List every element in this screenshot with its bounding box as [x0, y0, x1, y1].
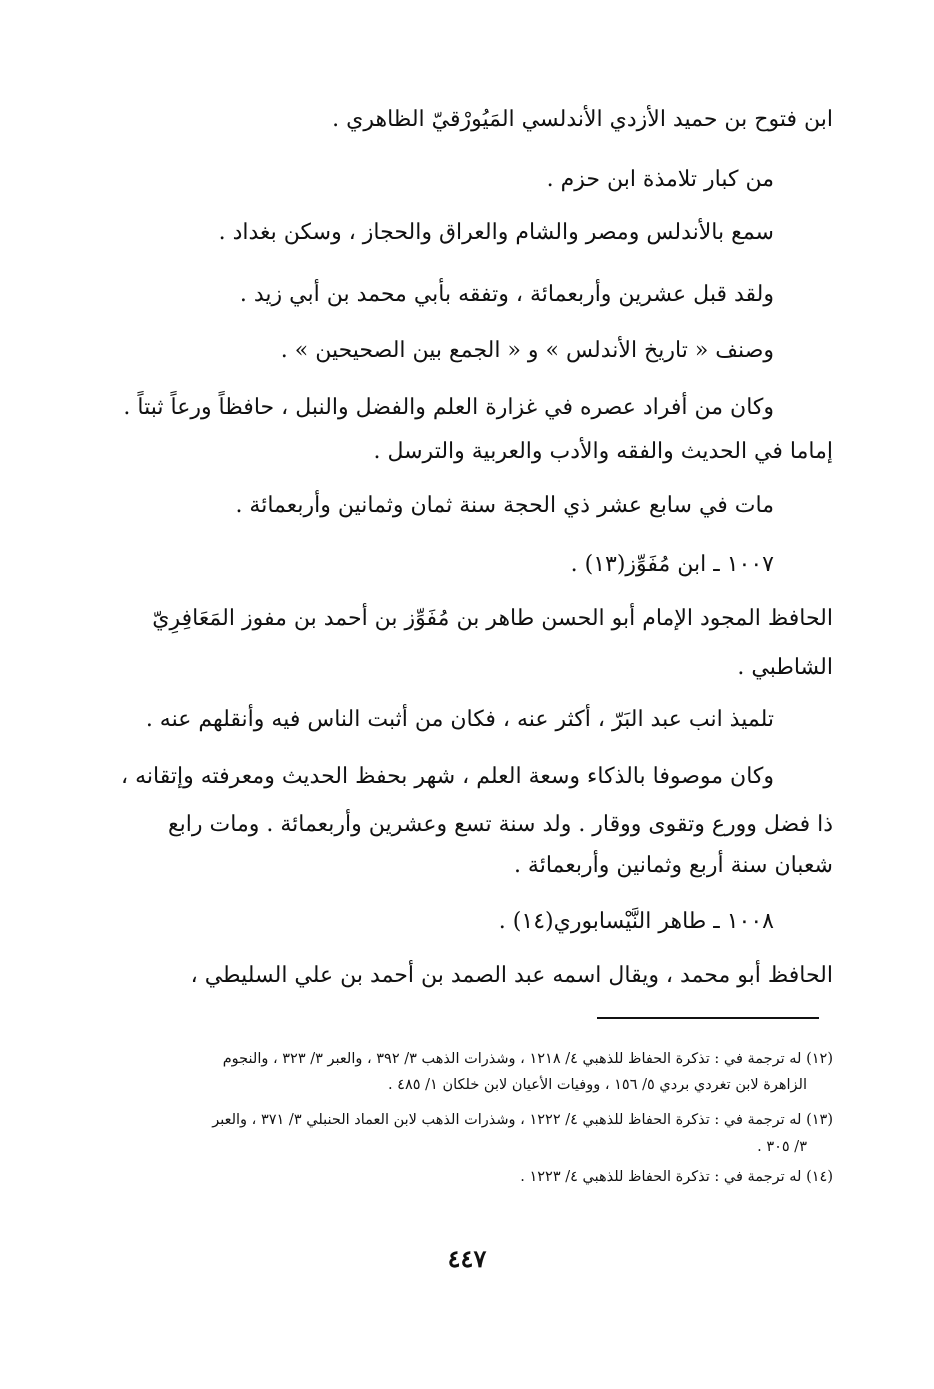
body-line-5: وصنف « تاريخ الأندلس » و « الجمع بين الصحيحين » . [280, 338, 774, 363]
body-line-11: الشاطبي . [737, 655, 833, 680]
body-line-13: وكان موصوفا بالذكاء وسعة العلم ، شهر بحفظ الحديث ومعرفته وإتقانه ، [121, 764, 774, 789]
body-line-12: تلميذ انب عبد البَرّ ، أكثر عنه ، فكان من أثبت الناس فيه وأنقلهم عنه . [145, 707, 774, 732]
body-line-2: من كبار تلامذة ابن حزم . [546, 167, 774, 192]
footnote-12-line-1: (١٢) له ترجمة في : تذكرة الحفاظ للذهبي ٤/ ١٢١٨ ، وشذرات الذهب ٣/ ٣٩٢ ، والعبر ٣/ ٣٢٣ ، والنجوم [222, 1051, 833, 1067]
body-line-14: ذا فضل وورع وتقوى ووقار . ولد سنة تسع وعشرين وأربعمائة . ومات رابع [167, 812, 833, 837]
body-line-8: مات في سابع عشر ذي الحجة سنة ثمان وثمانين وأربعمائة . [235, 493, 774, 518]
footnote-12-line-2: الزاهرة لابن تغردي بردي ٥/ ١٥٦ ، ووفيات الأعيان لابن خلكان ١/ ٤٨٥ . [387, 1077, 807, 1093]
footnote-13-line-2: ٣/ ٣٠٥ . [757, 1139, 807, 1155]
body-line-3: سمع بالأندلس ومصر والشام والعراق والحجاز ، وسكن بغداد . [218, 220, 774, 245]
body-line-15: شعبان سنة أربع وثمانين وأربعمائة . [513, 853, 833, 878]
body-line-17: الحافظ أبو محمد ، ويقال اسمه عبد الصمد بن أحمد بن علي السليطي ، [190, 963, 833, 988]
body-line-1: ابن فتوح بن حميد الأزدي الأندلسي المَيُورْقيّ الظاهري . [332, 107, 833, 132]
footnote-separator [597, 1017, 819, 1019]
body-line-10: الحافظ المجود الإمام أبو الحسن طاهر بن مُفَوِّز بن أحمد بن مفوز المَعَافِرِيّ [152, 606, 833, 631]
entry-heading-1008: ١٠٠٨ ـ طاهر النَّيْسابوري(١٤) . [498, 909, 774, 934]
page-number: ٤٤٧ [447, 1244, 487, 1273]
body-line-6: وكان من أفراد عصره في غزارة العلم والفضل والنبل ، حافظاً ورعاً ثبتاً . [123, 395, 774, 420]
entry-heading-1007: ١٠٠٧ ـ ابن مُفَوِّز(١٣) . [570, 552, 774, 577]
body-line-4: ولقد قبل عشرين وأربعمائة ، وتفقه بأبي محمد بن أبي زيد . [239, 282, 774, 307]
body-line-7: إماما في الحديث والفقه والأدب والعربية والترسل . [373, 439, 833, 464]
footnote-13-line-1: (١٣) له ترجمة في : تذكرة الحفاظ للذهبي ٤/ ١٢٢٢ ، وشذرات الذهب لابن العماد الحنبلي ٣/ ٣٧١ ، والعبر [212, 1112, 833, 1128]
footnote-14: (١٤) له ترجمة في : تذكرة الحفاظ للذهبي ٤/ ١٢٢٣ . [520, 1169, 833, 1185]
